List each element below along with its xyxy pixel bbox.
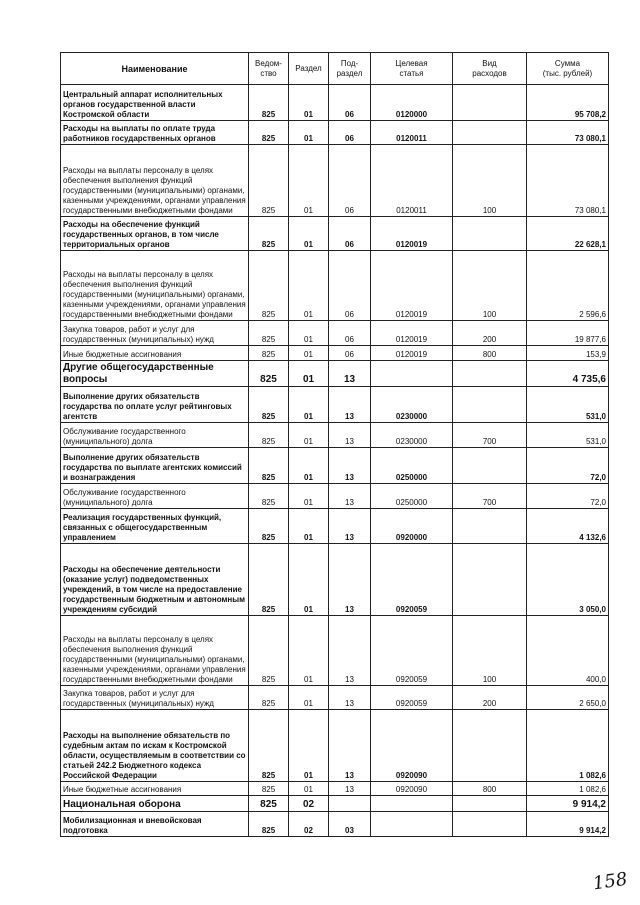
cell-type: 200 xyxy=(453,686,527,710)
cell-target xyxy=(371,812,453,837)
table-row xyxy=(61,710,609,782)
table-header-row xyxy=(61,53,609,85)
cell-section: 01 xyxy=(289,346,329,361)
cell-target xyxy=(371,361,453,387)
cell-sum: 72,0 xyxy=(527,448,609,484)
cell-section: 01 xyxy=(289,387,329,423)
cell-target: 0120019 xyxy=(371,321,453,346)
budget-table xyxy=(60,52,609,837)
page-number: 158 xyxy=(591,868,629,895)
cell-dept: 825 xyxy=(249,145,289,217)
cell-section: 01 xyxy=(289,145,329,217)
cell-dept: 825 xyxy=(249,361,289,387)
cell-section: 01 xyxy=(289,448,329,484)
cell-name: Обслуживание государственного (муниципального) долга xyxy=(61,423,249,448)
cell-dept: 825 xyxy=(249,616,289,686)
cell-name: Выполнение других обязательств государства по выплате агентских комиссий и вознаграждения xyxy=(61,448,249,484)
cell-section: 01 xyxy=(289,423,329,448)
cell-sum: 531,0 xyxy=(527,387,609,423)
cell-section: 02 xyxy=(289,796,329,812)
cell-target: 0920000 xyxy=(371,509,453,544)
cell-subsection: 13 xyxy=(329,448,371,484)
cell-section: 01 xyxy=(289,616,329,686)
cell-type: 800 xyxy=(453,346,527,361)
table-row xyxy=(61,346,609,361)
cell-target: 0120019 xyxy=(371,251,453,321)
cell-sum: 400,0 xyxy=(527,616,609,686)
cell-section: 01 xyxy=(289,710,329,782)
cell-sum: 73 080,1 xyxy=(527,145,609,217)
cell-name: Национальная оборона xyxy=(61,796,249,812)
cell-type: 700 xyxy=(453,484,527,509)
cell-target: 0230000 xyxy=(371,387,453,423)
cell-target: 0920059 xyxy=(371,616,453,686)
cell-subsection: 13 xyxy=(329,361,371,387)
cell-section: 01 xyxy=(289,321,329,346)
cell-target: 0120011 xyxy=(371,121,453,145)
cell-subsection: 13 xyxy=(329,686,371,710)
cell-section: 01 xyxy=(289,509,329,544)
cell-name: Расходы на обеспечение деятельности (оказание услуг) подведомственных учреждений, в том числе на предоставление государственным бюджетным и автономным учреждениям субсидий xyxy=(61,544,249,616)
table-row xyxy=(61,251,609,321)
table-row xyxy=(61,85,609,121)
cell-name: Выполнение других обязательств государства по оплате услуг рейтинговых агентств xyxy=(61,387,249,423)
cell-name: Закупка товаров, работ и услуг для государственных (муниципальных) нужд xyxy=(61,321,249,346)
cell-subsection: 13 xyxy=(329,387,371,423)
cell-type: 100 xyxy=(453,251,527,321)
cell-type xyxy=(453,509,527,544)
cell-section: 01 xyxy=(289,121,329,145)
cell-section: 01 xyxy=(289,782,329,796)
table-row xyxy=(61,145,609,217)
cell-dept: 825 xyxy=(249,484,289,509)
cell-subsection: 06 xyxy=(329,85,371,121)
cell-dept: 825 xyxy=(249,346,289,361)
cell-name: Иные бюджетные ассигнования xyxy=(61,346,249,361)
cell-sum: 22 628,1 xyxy=(527,217,609,251)
cell-sum: 72,0 xyxy=(527,484,609,509)
cell-name: Реализация государственных функций, связанных с общегосударственным управлением xyxy=(61,509,249,544)
cell-sum: 19 877,6 xyxy=(527,321,609,346)
cell-target: 0920059 xyxy=(371,686,453,710)
table-row xyxy=(61,321,609,346)
cell-type xyxy=(453,85,527,121)
cell-dept: 825 xyxy=(249,387,289,423)
cell-target: 0120019 xyxy=(371,217,453,251)
cell-name: Центральный аппарат исполнительных органов государственной власти Костромской области xyxy=(61,85,249,121)
cell-dept: 825 xyxy=(249,509,289,544)
table-row xyxy=(61,509,609,544)
cell-section: 01 xyxy=(289,686,329,710)
cell-section: 01 xyxy=(289,544,329,616)
cell-subsection: 06 xyxy=(329,145,371,217)
header-sum: Сумма (тыс. рублей) xyxy=(527,53,609,85)
cell-name: Расходы на выплаты по оплате труда работников государственных органов xyxy=(61,121,249,145)
cell-name: Расходы на обеспечение функций государственных органов, в том числе территориальных органов xyxy=(61,217,249,251)
cell-sum: 531,0 xyxy=(527,423,609,448)
cell-sum: 4 132,6 xyxy=(527,509,609,544)
cell-type xyxy=(453,121,527,145)
cell-name: Закупка товаров, работ и услуг для государственных (муниципальных) нужд xyxy=(61,686,249,710)
cell-type xyxy=(453,448,527,484)
cell-sum: 1 082,6 xyxy=(527,710,609,782)
cell-sum: 9 914,2 xyxy=(527,812,609,837)
cell-dept: 825 xyxy=(249,686,289,710)
cell-target: 0920090 xyxy=(371,710,453,782)
cell-subsection: 13 xyxy=(329,423,371,448)
cell-type: 700 xyxy=(453,423,527,448)
cell-name: Иные бюджетные ассигнования xyxy=(61,782,249,796)
cell-sum: 1 082,6 xyxy=(527,782,609,796)
cell-target: 0120011 xyxy=(371,145,453,217)
cell-name: Мобилизационная и вневойсковая подготовка xyxy=(61,812,249,837)
cell-section: 01 xyxy=(289,251,329,321)
cell-type xyxy=(453,387,527,423)
table-row xyxy=(61,387,609,423)
cell-name: Расходы на выплаты персоналу в целях обеспечения выполнения функций государственными (муниципальными) органами, казенными учреждениями, органами управления государственными внебюджетными фондами xyxy=(61,145,249,217)
table-row xyxy=(61,361,609,387)
cell-sum: 4 735,6 xyxy=(527,361,609,387)
cell-sum: 153,9 xyxy=(527,346,609,361)
cell-type: 800 xyxy=(453,782,527,796)
cell-subsection: 06 xyxy=(329,251,371,321)
cell-type: 100 xyxy=(453,616,527,686)
cell-sum: 9 914,2 xyxy=(527,796,609,812)
cell-subsection: 13 xyxy=(329,710,371,782)
table-row xyxy=(61,796,609,812)
cell-subsection: 06 xyxy=(329,346,371,361)
cell-type: 200 xyxy=(453,321,527,346)
header-section: Раздел xyxy=(289,53,329,85)
cell-dept: 825 xyxy=(249,710,289,782)
table-row xyxy=(61,448,609,484)
cell-dept: 825 xyxy=(249,796,289,812)
cell-type xyxy=(453,812,527,837)
cell-subsection: 13 xyxy=(329,616,371,686)
cell-name: Расходы на выплаты персоналу в целях обеспечения выполнения функций государственными (муниципальными) органами, казенными учреждениями, органами управления государственными внебюджетными фондами xyxy=(61,616,249,686)
table-row xyxy=(61,423,609,448)
cell-name: Обслуживание государственного (муниципального) долга xyxy=(61,484,249,509)
table-row xyxy=(61,484,609,509)
cell-subsection: 13 xyxy=(329,509,371,544)
cell-section: 01 xyxy=(289,217,329,251)
cell-subsection: 03 xyxy=(329,812,371,837)
cell-subsection: 13 xyxy=(329,782,371,796)
cell-section: 02 xyxy=(289,812,329,837)
cell-sum: 3 050,0 xyxy=(527,544,609,616)
cell-target: 0250000 xyxy=(371,484,453,509)
cell-subsection: 06 xyxy=(329,121,371,145)
table-row xyxy=(61,686,609,710)
cell-dept: 825 xyxy=(249,423,289,448)
cell-sum: 2 596,6 xyxy=(527,251,609,321)
cell-sum: 73 080,1 xyxy=(527,121,609,145)
cell-target: 0920059 xyxy=(371,544,453,616)
cell-type xyxy=(453,217,527,251)
cell-section: 01 xyxy=(289,361,329,387)
cell-target: 0120000 xyxy=(371,85,453,121)
cell-target: 0120019 xyxy=(371,346,453,361)
cell-name: Расходы на выплаты персоналу в целях обеспечения выполнения функций государственными (муниципальными) органами, казенными учреждениями, органами управления государственными внебюджетными фондами xyxy=(61,251,249,321)
cell-subsection: 06 xyxy=(329,217,371,251)
header-type: Вид расходов xyxy=(453,53,527,85)
header-name: Наименование xyxy=(61,53,249,85)
cell-section: 01 xyxy=(289,85,329,121)
cell-target xyxy=(371,796,453,812)
cell-dept: 825 xyxy=(249,812,289,837)
cell-sum: 95 708,2 xyxy=(527,85,609,121)
cell-section: 01 xyxy=(289,484,329,509)
cell-type: 100 xyxy=(453,145,527,217)
cell-dept: 825 xyxy=(249,85,289,121)
cell-subsection: 13 xyxy=(329,484,371,509)
cell-type xyxy=(453,796,527,812)
cell-sum: 2 650,0 xyxy=(527,686,609,710)
cell-dept: 825 xyxy=(249,321,289,346)
cell-dept: 825 xyxy=(249,121,289,145)
cell-name: Расходы на выполнение обязательств по судебным актам по искам к Костромской области, осуществляемым в соответствии со статьей 242.2 Бюджетного кодекса Российской Федерации xyxy=(61,710,249,782)
header-subsection: Под- раздел xyxy=(329,53,371,85)
cell-dept: 825 xyxy=(249,217,289,251)
cell-type xyxy=(453,361,527,387)
cell-target: 0920090 xyxy=(371,782,453,796)
cell-type xyxy=(453,544,527,616)
table-row xyxy=(61,812,609,837)
cell-subsection: 13 xyxy=(329,544,371,616)
table-row xyxy=(61,544,609,616)
cell-target: 0250000 xyxy=(371,448,453,484)
cell-subsection xyxy=(329,796,371,812)
header-dept: Ведом- ство xyxy=(249,53,289,85)
table-row xyxy=(61,782,609,796)
table-row xyxy=(61,616,609,686)
cell-dept: 825 xyxy=(249,544,289,616)
cell-dept: 825 xyxy=(249,251,289,321)
table-row xyxy=(61,121,609,145)
cell-name: Другие общегосударственные вопросы xyxy=(61,361,249,387)
cell-dept: 825 xyxy=(249,448,289,484)
cell-target: 0230000 xyxy=(371,423,453,448)
header-target: Целевая статья xyxy=(371,53,453,85)
cell-dept: 825 xyxy=(249,782,289,796)
table-row xyxy=(61,217,609,251)
cell-subsection: 06 xyxy=(329,321,371,346)
cell-type xyxy=(453,710,527,782)
